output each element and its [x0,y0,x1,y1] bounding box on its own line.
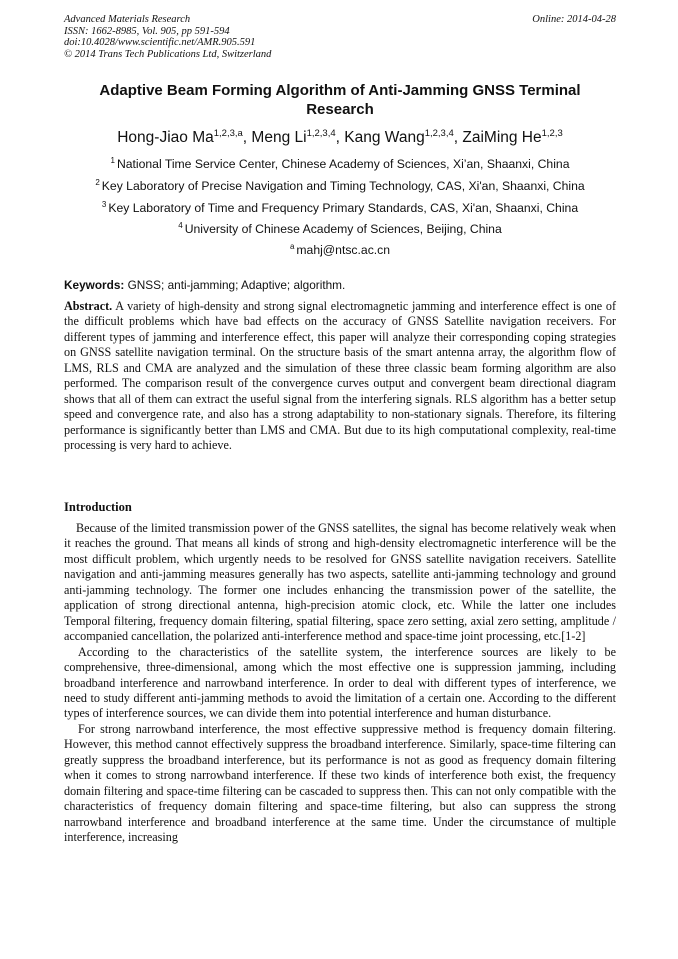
affiliation-marker: 4 [178,220,183,230]
author-name: Kang Wang [344,129,425,146]
abstract-text: A variety of high-density and strong signal electromagnetic jamming and interference effect is one of the difficult problems which have bad effects on the accuracy of GNSS Satellite navigation receivers. For different types of jamming and interference effect, this paper will analyze their corresponding coping strategies on GNSS satellite navigation terminal. On the structure basis of the smart antenna array, the algorithm flow of LMS, RLS and CMA are analyzed and the simulation of these three classic beam forming algorithm are also performed. The comparison result of the convergence curves output and convergent beam directional diagram shows that all of them can extract the useful signal from the interfering signals. RLS algorithm has a better setup speed and convergence rate, and also has a strong adaptability to non-stationary signals. Therefore, its filtering performance is significantly better than LMS and CMA. But due to its high computational complexity, real-time processing is very hard to achieve. [64,299,616,453]
affiliation [64,222,616,237]
author-name: Hong-Jiao Ma [117,129,214,146]
abstract [64,299,616,454]
author-list: Hong-Jiao Ma$^{1,2,3,a}$, Meng Li$^{1,2,3,4}$, Kang Wang$^{1,2,3,4}$, ZaiMing He$^{1,2,3}$ [117,127,563,146]
paragraph: Because of the limited transmission power of the GNSS satellites, the signal has become relatively weak when it reaches the ground. That means all kinds of strong and high-density electromagnetic interference will be the most difficult problem, which urgently needs to be resolved for GNSS satellite navigation receivers. Satellite navigation and anti-jamming measures generally has two aspects, satellite anti-jamming technology and ground anti-jamming technology. The former one includes enhancing the transmission power of the satellite, the application of strong directional antenna, high-precision atomic clock, etc. While the latter one includes Temporal filtering, frequency domain filtering, spatial filtering, space zero setting, axial zero setting, amplitude / accompanied cancellation, the polarized anti-interference method and space-time joint processing, etc.[1-2] [64,521,616,644]
author-name: Meng Li [251,129,307,146]
author-name: ZaiMing He [462,129,542,146]
affiliation-marker: 3 [101,199,107,209]
affiliation [64,179,616,194]
author-affiliation-marker: 1,2,3,a [213,127,243,139]
abstract-label: Abstract. [64,299,113,313]
journal-name: Advanced Materials Research [64,14,191,25]
journal-header [64,14,616,60]
affiliation-marker: 1 [110,155,115,165]
author-affiliation-marker: 1,2,3,4 [424,127,454,139]
author-affiliation-marker: 1,2,3,4 [306,127,336,139]
online-date: Online: 2014-04-28 [532,14,616,25]
section-heading-introduction: Introduction [64,500,132,514]
keywords-text: GNSS; anti-jamming; Adaptive; algorithm. [127,278,346,292]
affiliation-text: National Time Service Center, Chinese Academy of Sciences, Xi’an, Shaanxi, China [116,157,570,171]
affiliation-text: Key Laboratory of Time and Frequency Primary Standards, CAS, Xi'an, Shaanxi, China [108,201,579,215]
journal-doi: doi:10.4028/www.scientific.net/AMR.905.591 [64,37,256,48]
affiliation-text: Key Laboratory of Precise Navigation and Timing Technology, CAS, Xi'an, Shaanxi, China [101,179,585,193]
paragraph: For strong narrowband interference, the most effective suppressive method is frequency domain filtering. However, this method cannot effectively suppress the broadband interference. Similarly, space-time filtering can greatly suppress the broadband interference, but its performance is not as good as frequency domain filtering when it comes to strong narrowband interference. If these two kinds of interference both exist, the frequency domain filtering and space-time filtering can be cascaded to suppress then. This can not only compatible with the characteristics of frequency domain filtering and space-time filtering, but also can suppress the strong narrowband interference and broadband interference at the same time. Under the circumstance of multiple interference, increasing [64,721,616,845]
paper-title: Adaptive Beam Forming Algorithm of Anti-Jamming GNSS Terminal Research [99,82,581,118]
affiliation [64,157,616,172]
journal-copyright: © 2014 Trans Tech Publications Ltd, Switzerland [64,48,272,60]
keywords [64,278,616,293]
contact-email [64,243,616,258]
introduction-body [64,521,616,846]
affiliation-text: University of Chinese Academy of Sciences, Beijing, China [184,222,502,236]
affiliation [64,201,616,216]
affiliation-marker: a [289,241,295,251]
keywords-label: Keywords: [64,278,125,292]
email-text: mahj@ntsc.ac.cn [296,243,391,257]
author-affiliation-marker: 1,2,3 [541,127,563,139]
journal-issn: ISSN: 1662-8985, Vol. 905, pp 591-594 [64,25,230,37]
affiliation-marker: 2 [95,177,100,187]
paragraph: According to the characteristics of the satellite system, the interference sources are likely to be comprehensive, three-dimensional, among which the most effective one is suppression jamming, including broadband interference and narrowband interference. In order to deal with different types of interference, we need to study different anti-jamming methods to avoid the limitation of a certain one. According to the different types of interference sources, we can divide them into potential interference and human disturbance. [64,644,616,721]
